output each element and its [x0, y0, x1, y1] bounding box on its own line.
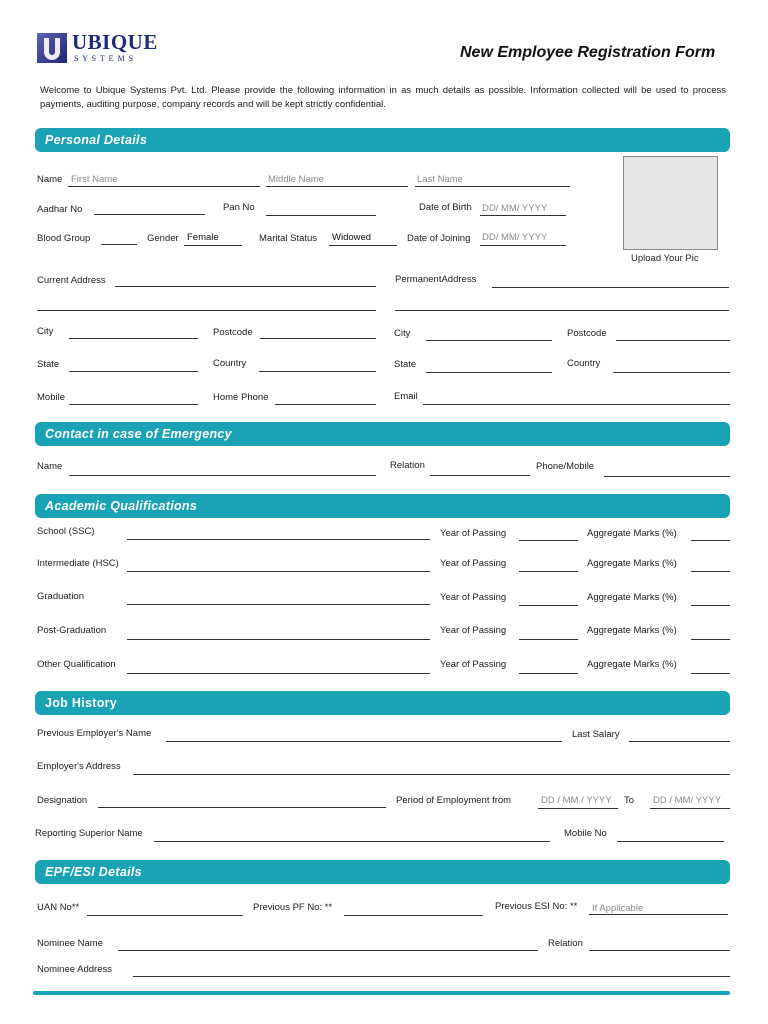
employer-address-label: Employer's Address [37, 761, 121, 772]
perm-state-label: State [394, 359, 417, 370]
nominee-relation-field[interactable] [589, 950, 730, 951]
year-of-passing-field[interactable] [519, 673, 578, 674]
superior-mobile-label: Mobile No [564, 828, 607, 839]
aggregate-marks-field[interactable] [691, 540, 730, 541]
emergency-relation-field[interactable] [430, 475, 530, 476]
reporting-superior-label: Reporting Superior Name [35, 828, 143, 839]
aggregate-marks-field[interactable] [691, 605, 730, 606]
doj-underline [480, 245, 566, 246]
year-of-passing-label: Year of Passing [440, 625, 507, 636]
photo-upload-box[interactable] [623, 156, 718, 250]
perm-city-field[interactable] [426, 340, 552, 341]
period-to-underline [650, 808, 730, 809]
email-label: Email [394, 391, 418, 402]
prev-esi-label: Previous ESI No: ** [495, 901, 578, 912]
period-from-field[interactable]: DD / MM / YYYY [541, 795, 612, 806]
academic-row-label: Other Qualification [37, 659, 116, 670]
nominee-address-field[interactable] [133, 976, 730, 977]
last-name-placeholder: Last Name [417, 174, 463, 185]
first-name-placeholder: First Name [71, 174, 118, 185]
period-of-employment-label: Period of Employment from [396, 795, 512, 806]
year-of-passing-field[interactable] [519, 571, 578, 572]
academic-other-field[interactable] [127, 673, 430, 674]
perm-city-label: City [394, 328, 411, 339]
company-logo [36, 32, 176, 68]
perm-postcode-field[interactable] [616, 340, 730, 341]
perm-state-field[interactable] [426, 372, 552, 373]
dob-field[interactable]: DD/ MM/ YYYY [482, 203, 548, 214]
state-field[interactable] [69, 371, 198, 372]
nominee-address-label: Nominee Address [37, 964, 112, 975]
marital-status-value[interactable]: Widowed [332, 232, 372, 243]
mobile-field[interactable] [69, 404, 198, 405]
aadhar-label: Aadhar No [37, 204, 83, 215]
permanent-address-label: PermanentAddress [395, 274, 477, 285]
section-epf-esi-details: EPF/ESI Details [35, 860, 730, 884]
year-of-passing-field[interactable] [519, 540, 578, 541]
year-of-passing-label: Year of Passing [440, 528, 507, 539]
country-field[interactable] [259, 371, 376, 372]
last-salary-label: Last Salary [572, 729, 620, 740]
uan-label: UAN No** [37, 902, 80, 913]
city-label: City [37, 326, 54, 337]
prev-pf-field[interactable] [344, 915, 483, 916]
state-label: State [37, 359, 60, 370]
home-phone-label: Home Phone [213, 392, 269, 403]
section-emergency-contact: Contact in case of Emergency [35, 422, 730, 446]
first-name-field[interactable] [68, 186, 260, 187]
blood-group-label: Blood Group [37, 233, 91, 244]
prev-esi-field[interactable] [589, 914, 728, 915]
prev-employer-field[interactable] [166, 741, 562, 742]
last-salary-field[interactable] [629, 741, 730, 742]
superior-mobile-field[interactable] [617, 841, 724, 842]
logo-mark-icon [36, 32, 68, 64]
year-of-passing-label: Year of Passing [440, 659, 507, 670]
country-label: Country [213, 358, 247, 369]
emergency-name-field[interactable] [69, 475, 376, 476]
intro-text: Welcome to Ubique Systems Pvt. Ltd. Please provide the following information in as much details as possible. Information collected will be used to process payments, auditing purpose, company records and will be kept strictly confidential. [40, 85, 726, 110]
academic-graduation-field[interactable] [127, 604, 430, 605]
emergency-phone-field[interactable] [604, 476, 730, 477]
academic-row-label: Intermediate (HSC) [37, 558, 119, 569]
section-academic-qualifications: Academic Qualifications [35, 494, 730, 518]
pan-label: Pan No [223, 202, 255, 213]
page-title: New Employee Registration Form [460, 44, 716, 61]
marital-status-underline [329, 245, 397, 246]
perm-country-field[interactable] [613, 372, 730, 373]
period-to-label: To [624, 795, 635, 806]
doj-label: Date of Joining [407, 233, 471, 244]
middle-name-placeholder: Middle Name [268, 174, 324, 185]
nominee-relation-label: Relation [548, 938, 583, 949]
gender-underline [184, 245, 242, 246]
blood-group-field[interactable] [101, 244, 137, 245]
postcode-label: Postcode [213, 327, 253, 338]
academic-row-label: Graduation [37, 591, 85, 602]
academic-row-label: School (SSC) [37, 526, 95, 537]
aggregate-marks-field[interactable] [691, 639, 730, 640]
aggregate-marks-label: Aggregate Marks (%) [587, 625, 677, 636]
pan-field[interactable] [266, 215, 376, 216]
period-to-field[interactable]: DD / MM/ YYYY [653, 795, 721, 806]
employer-address-field[interactable] [133, 774, 730, 775]
nominee-name-label: Nominee Name [37, 938, 103, 949]
emergency-name-label: Name [37, 461, 63, 472]
marital-status-label: Marital Status [259, 233, 318, 244]
doj-field[interactable]: DD/ MM/ YYYY [482, 232, 548, 243]
perm-country-label: Country [567, 358, 601, 369]
aggregate-marks-label: Aggregate Marks (%) [587, 659, 677, 670]
emergency-relation-label: Relation [390, 460, 425, 471]
mobile-label: Mobile [37, 392, 65, 403]
year-of-passing-field[interactable] [519, 605, 578, 606]
brand-subtitle: S Y S T E M S [74, 54, 135, 63]
aggregate-marks-label: Aggregate Marks (%) [587, 558, 677, 569]
year-of-passing-label: Year of Passing [440, 558, 507, 569]
perm-postcode-label: Postcode [567, 328, 607, 339]
last-name-field[interactable] [415, 186, 570, 187]
name-label: Name [37, 174, 63, 185]
academic-post-graduation-field[interactable] [127, 639, 430, 640]
permanent-address-field-1[interactable] [492, 287, 729, 288]
emergency-phone-label: Phone/Mobile [536, 461, 595, 472]
prev-pf-label: Previous PF No: ** [253, 902, 333, 913]
gender-label: Gender [147, 233, 179, 244]
city-field[interactable] [69, 338, 198, 339]
email-field[interactable] [423, 404, 730, 405]
nominee-name-field[interactable] [118, 950, 538, 951]
prev-esi-placeholder: If Applicable [592, 903, 644, 914]
current-address-label: Current Address [37, 275, 106, 286]
section-personal-details: Personal Details [35, 128, 730, 152]
academic-row-label: Post-Graduation [37, 625, 107, 636]
aggregate-marks-field[interactable] [691, 571, 730, 572]
dob-underline [480, 215, 566, 216]
academic-school-field[interactable] [127, 539, 430, 540]
reporting-superior-field[interactable] [154, 841, 550, 842]
aggregate-marks-label: Aggregate Marks (%) [587, 528, 677, 539]
aggregate-marks-field[interactable] [691, 673, 730, 674]
permanent-address-field-2[interactable] [395, 310, 729, 311]
aadhar-field[interactable] [94, 214, 205, 215]
brand-name: UBIQUE [72, 30, 158, 54]
footer-rule [33, 991, 730, 995]
postcode-field[interactable] [260, 338, 376, 339]
prev-employer-label: Previous Employer's Name [37, 728, 152, 739]
uan-field[interactable] [87, 915, 243, 916]
current-address-field-1[interactable] [115, 286, 376, 287]
dob-label: Date of Birth [419, 202, 472, 213]
designation-field[interactable] [98, 807, 386, 808]
photo-upload-label: Upload Your Pic [631, 253, 699, 264]
middle-name-field[interactable] [266, 186, 408, 187]
home-phone-field[interactable] [275, 404, 376, 405]
period-from-underline [538, 808, 618, 809]
year-of-passing-field[interactable] [519, 639, 578, 640]
designation-label: Designation [37, 795, 88, 806]
aggregate-marks-label: Aggregate Marks (%) [587, 592, 677, 603]
year-of-passing-label: Year of Passing [440, 592, 507, 603]
academic-intermediate-field[interactable] [127, 571, 430, 572]
current-address-field-2[interactable] [37, 310, 376, 311]
gender-value[interactable]: Female [187, 232, 219, 243]
section-job-history: Job History [35, 691, 730, 715]
